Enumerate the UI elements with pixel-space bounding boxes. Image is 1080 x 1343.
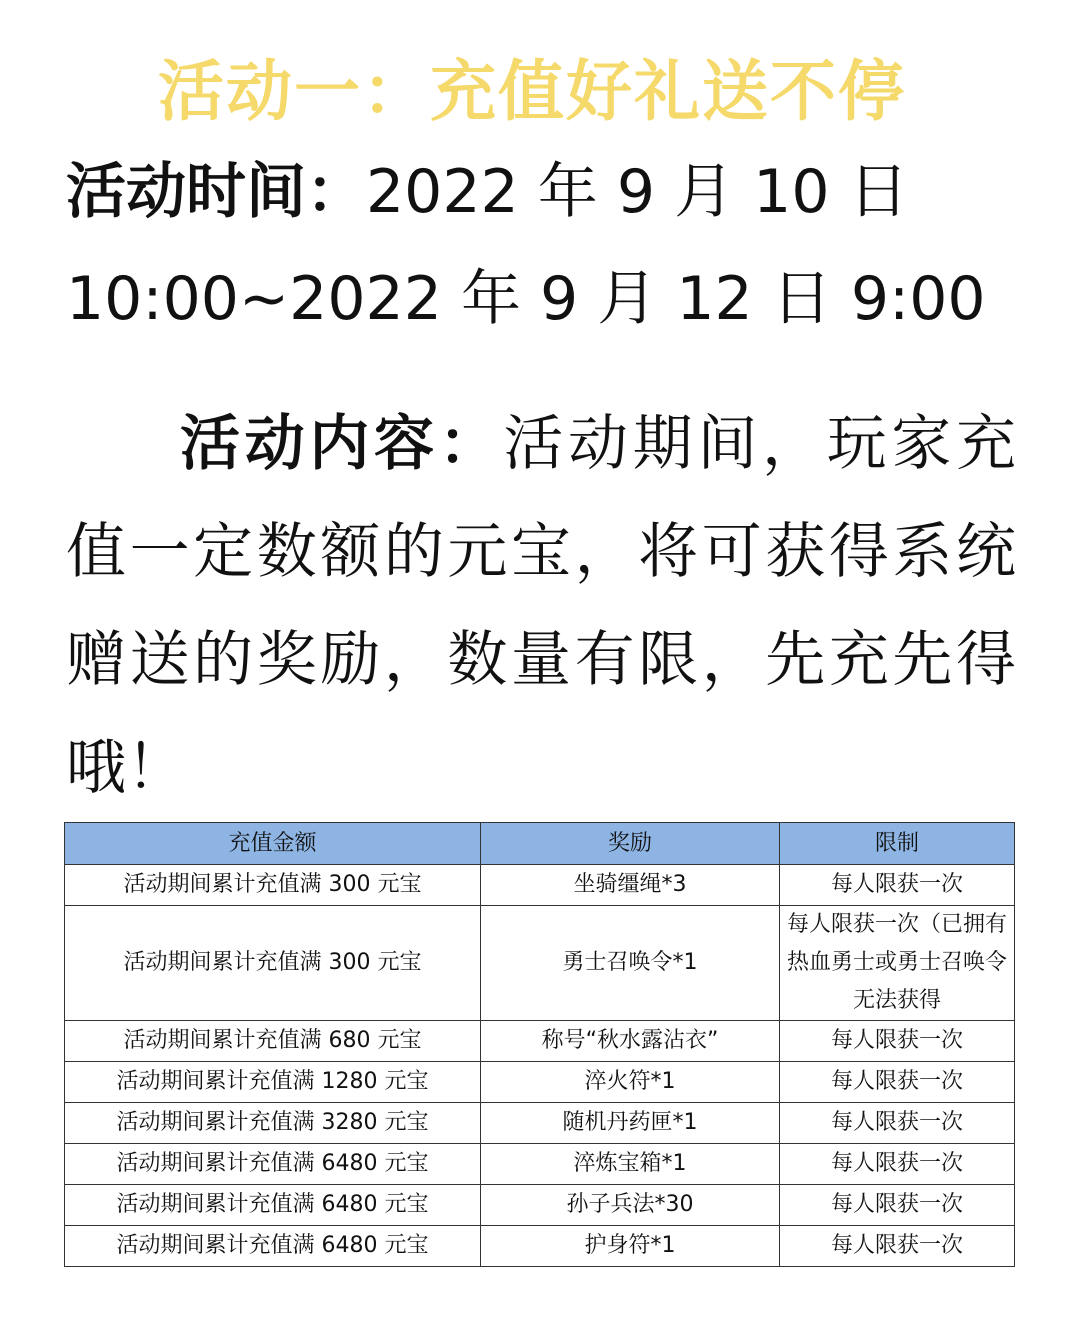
cell-limit: 每人限获一次 bbox=[780, 1021, 1015, 1062]
header-amount: 充值金额 bbox=[65, 823, 481, 865]
event-time-label: 活动时间： bbox=[66, 157, 366, 227]
cell-limit: 每人限获一次（已拥有热血勇士或勇士召唤令无法获得 bbox=[780, 906, 1015, 1021]
rewards-table bbox=[64, 822, 1015, 1267]
cell-reward: 勇士召唤令*1 bbox=[481, 906, 780, 1021]
event-content-text: 活动期间，玩家充值一定数额的元宝，将可获得系统赠送的奖励，数量有限，先充先得哦！ bbox=[66, 409, 1017, 803]
header-reward: 奖励 bbox=[481, 823, 780, 865]
table-row bbox=[65, 1185, 1015, 1226]
cell-reward: 称号“秋水露沾衣” bbox=[481, 1021, 780, 1062]
cell-limit: 每人限获一次 bbox=[780, 1103, 1015, 1144]
cell-reward: 随机丹药匣*1 bbox=[481, 1103, 780, 1144]
cell-limit: 每人限获一次 bbox=[780, 1062, 1015, 1103]
cell-amount: 活动期间累计充值满 6480 元宝 bbox=[65, 1144, 481, 1185]
header-limit: 限制 bbox=[780, 823, 1015, 865]
table-row bbox=[65, 1062, 1015, 1103]
cell-amount: 活动期间累计充值满 680 元宝 bbox=[65, 1021, 481, 1062]
table-row bbox=[65, 1021, 1015, 1062]
table-row bbox=[65, 906, 1015, 1021]
cell-reward: 坐骑缰绳*3 bbox=[481, 865, 780, 906]
cell-amount: 活动期间累计充值满 1280 元宝 bbox=[65, 1062, 481, 1103]
cell-reward: 护身符*1 bbox=[481, 1226, 780, 1267]
cell-limit: 每人限获一次 bbox=[780, 1144, 1015, 1185]
table-header-row bbox=[65, 823, 1015, 865]
cell-limit: 每人限获一次 bbox=[780, 1226, 1015, 1267]
cell-amount: 活动期间累计充值满 300 元宝 bbox=[65, 865, 481, 906]
cell-reward: 淬火符*1 bbox=[481, 1062, 780, 1103]
table-row bbox=[65, 865, 1015, 906]
cell-reward: 孙子兵法*30 bbox=[481, 1185, 780, 1226]
event-time-line-1 bbox=[66, 156, 909, 228]
cell-amount: 活动期间累计充值满 6480 元宝 bbox=[65, 1226, 481, 1267]
event-content bbox=[66, 390, 1016, 822]
page-title: 活动一：充值好礼送不停 bbox=[158, 53, 906, 130]
table-row bbox=[65, 1103, 1015, 1144]
event-time-start: 2022 年 9 月 10 日 bbox=[366, 157, 909, 227]
event-time-line-2: 10:00~2022 年 9 月 12 日 9:00 bbox=[66, 264, 986, 334]
cell-limit: 每人限获一次 bbox=[780, 1185, 1015, 1226]
cell-limit: 每人限获一次 bbox=[780, 865, 1015, 906]
cell-amount: 活动期间累计充值满 3280 元宝 bbox=[65, 1103, 481, 1144]
table-row bbox=[65, 1144, 1015, 1185]
cell-amount: 活动期间累计充值满 300 元宝 bbox=[65, 906, 481, 1021]
cell-amount: 活动期间累计充值满 6480 元宝 bbox=[65, 1185, 481, 1226]
event-content-label: 活动内容： bbox=[180, 409, 504, 479]
cell-reward: 淬炼宝箱*1 bbox=[481, 1144, 780, 1185]
table-row bbox=[65, 1226, 1015, 1267]
